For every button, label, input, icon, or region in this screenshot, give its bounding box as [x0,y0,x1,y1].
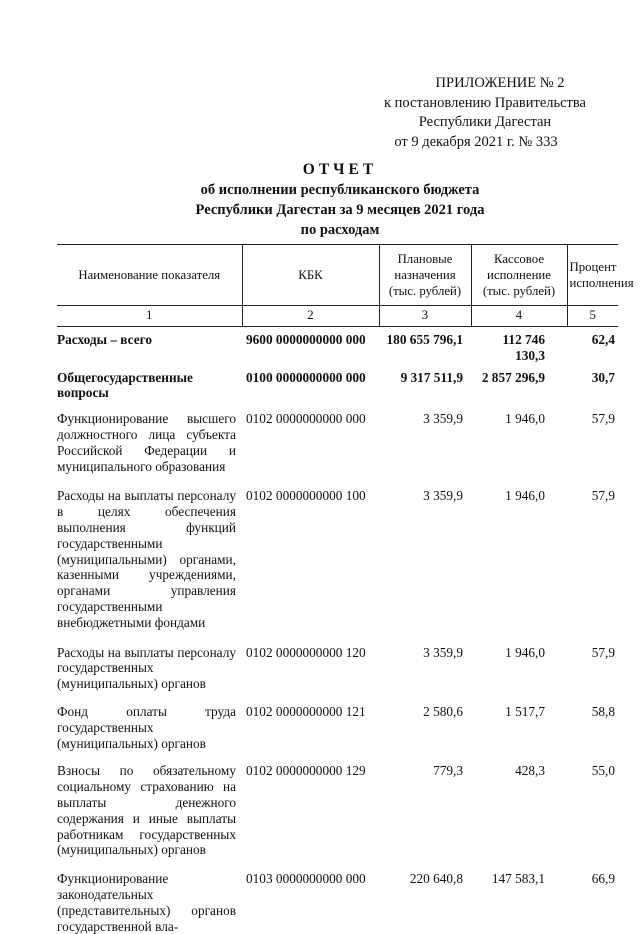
row-plan: 180 655 796,1 [379,327,471,370]
column-number: 1 [57,306,242,327]
row-kbk: 0103 0000000000 000 [246,871,366,887]
report-subtitle-2: Республики Дагестан за 9 месяцев 2021 года [195,202,485,218]
row-kbk: 0100 0000000000 000 [246,369,366,385]
header-pct: Процент исполнения [567,245,618,306]
row-kbk: 0102 0000000000 129 [246,763,366,779]
row-name: Общегосударственные вопросы [57,369,193,401]
row-cash: 1 946,0 [505,411,545,427]
header-name: Наименование показателя [57,245,242,306]
table-row [57,763,618,871]
row-cash: 1 946,0 [505,644,545,660]
table-row [57,488,618,644]
header-kbk: КБК [242,245,379,306]
table-row [57,370,618,412]
row-kbk: 0102 0000000000 121 [246,703,366,719]
table-row [57,645,618,704]
row-name: Взносы по обязательному социальному страхованию на выплаты денежного содержания и иные выплаты работникам государственных (муниципальных) органов [57,763,236,858]
header-cash: Кассовое исполнение (тыс. рублей) [471,245,567,306]
row-plan: 779,3 [433,763,463,779]
row-kbk: 0102 0000000000 120 [246,644,366,660]
row-name: Расходы – всего [57,327,242,370]
row-name: Функционирование высшего должностного лица субъекта Российской Федерации и муниципального образования [57,411,236,474]
report-subtitle-3: по расходам [300,222,380,238]
column-number: 4 [471,306,567,327]
row-name: Расходы на выплаты персоналу в целях обеспечения выполнения функций государственными (муниципальными) органами, казенными учреждениями, органами управления государственными внебюджетными фондами [57,488,236,630]
appendix-date: от 9 декабря 2021 г. № 333 [394,133,558,150]
report-heading [110,160,570,240]
report-title: ОТЧЕТ [302,161,378,178]
row-plan: 2 580,6 [423,703,463,719]
row-pct: 66,9 [591,871,615,887]
row-pct: 57,9 [591,411,615,427]
row-cash: 1 517,7 [505,703,545,719]
row-cash: 428,3 [515,763,545,779]
table-row [57,411,618,488]
column-number: 2 [242,306,379,327]
appendix-resolution: к постановлению Правительства [384,94,586,111]
header-plan: Плановые назначения (тыс. рублей) [379,245,471,306]
row-name: Фонд оплаты труда государственных (муниципальных) органов [57,703,236,751]
row-name: Функционирование законодательных (представительных) органов государственной вла- [57,871,236,934]
row-kbk: 9600 0000000000 000 [242,327,379,370]
table-row [57,704,618,763]
row-pct: 58,8 [591,703,615,719]
row-plan: 220 640,8 [409,871,463,887]
row-plan: 9 317 511,9 [400,369,463,385]
row-name: Расходы на выплаты персоналу государственных (муниципальных) органов [57,644,236,692]
row-cash: 1 946,0 [505,488,545,504]
column-number: 5 [567,306,618,327]
row-plan: 3 359,9 [423,644,463,660]
appendix-republic: Республики Дагестан [418,114,552,130]
row-pct: 57,9 [591,488,615,504]
appendix-block [360,74,610,152]
expenditure-table [57,244,634,934]
table-header-row [57,245,618,306]
row-kbk: 0102 0000000000 100 [246,488,366,504]
report-subtitle-1: об исполнении республиканского бюджета [200,182,480,198]
appendix-title: ПРИЛОЖЕНИЕ № 2 [435,75,565,91]
row-kbk: 0102 0000000000 000 [246,411,366,427]
row-cash: 2 857 296,9 [481,369,545,385]
row-pct: 57,9 [591,644,615,660]
row-plan: 3 359,9 [423,411,463,427]
row-plan: 3 359,9 [423,488,463,504]
column-number-row [57,306,618,327]
row-pct: 62,4 [567,327,618,370]
row-cash: 112 746 130,3 [471,327,567,370]
column-number: 3 [379,306,471,327]
row-cash: 147 583,1 [491,871,545,887]
table-row [57,327,618,370]
row-pct: 30,7 [591,369,615,385]
table-row [57,871,618,934]
row-pct: 55,0 [591,763,615,779]
